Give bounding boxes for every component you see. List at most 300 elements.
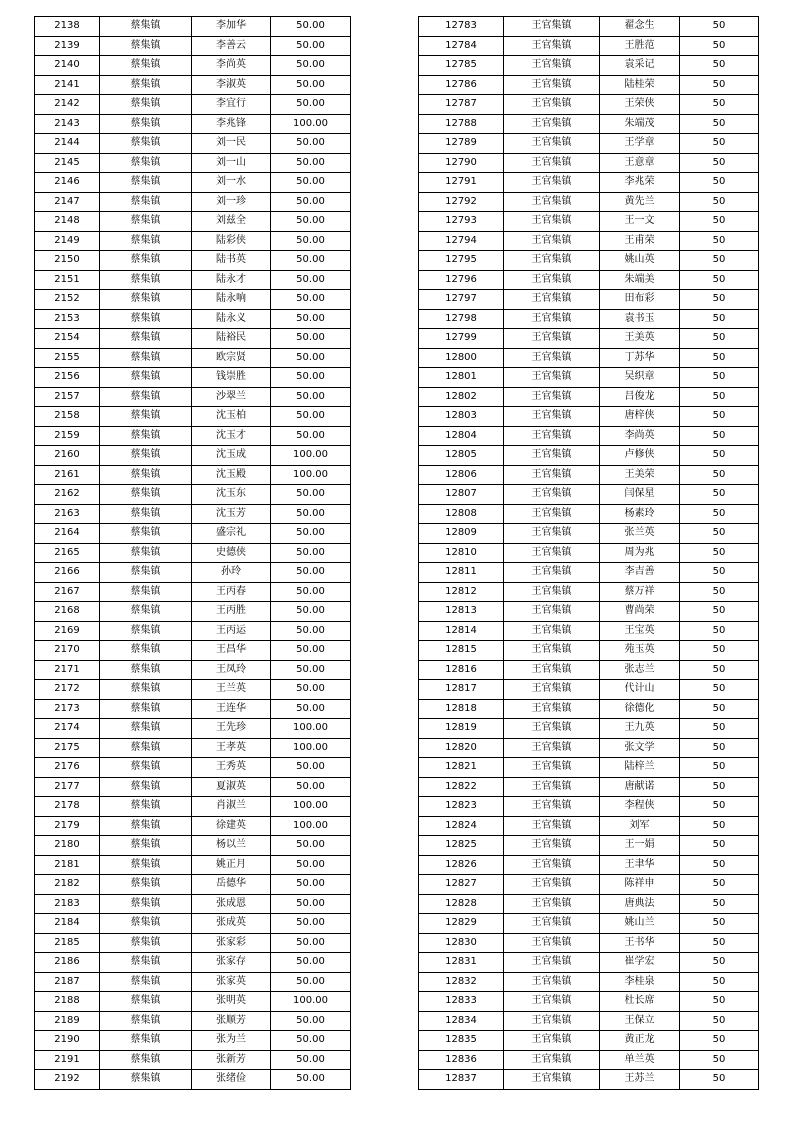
serial-cell: 12810	[419, 543, 504, 563]
name-cell: 沈玉才	[192, 426, 271, 446]
table-row	[35, 192, 351, 212]
serial-cell: 2140	[35, 56, 100, 76]
serial-cell: 2172	[35, 680, 100, 700]
amount-cell: 50.00	[271, 504, 351, 524]
serial-cell: 12792	[419, 192, 504, 212]
name-cell: 曹尚荣	[600, 602, 680, 622]
serial-cell: 12824	[419, 816, 504, 836]
name-cell: 王丙运	[192, 621, 271, 641]
serial-cell: 12815	[419, 641, 504, 661]
serial-cell: 12794	[419, 231, 504, 251]
table-row	[35, 836, 351, 856]
town-cell: 王官集镇	[504, 329, 600, 349]
name-cell: 张家彩	[192, 933, 271, 953]
name-cell: 张成英	[192, 914, 271, 934]
serial-cell: 2166	[35, 563, 100, 583]
serial-cell: 12825	[419, 836, 504, 856]
name-cell: 袁采记	[600, 56, 680, 76]
serial-cell: 2178	[35, 797, 100, 817]
amount-cell: 50.00	[271, 153, 351, 173]
serial-cell: 12834	[419, 1011, 504, 1031]
town-cell: 王官集镇	[504, 348, 600, 368]
amount-cell: 50	[680, 348, 759, 368]
table-row	[35, 309, 351, 329]
serial-cell: 2170	[35, 641, 100, 661]
amount-cell: 50	[680, 56, 759, 76]
amount-cell: 50.00	[271, 582, 351, 602]
town-cell: 王官集镇	[504, 875, 600, 895]
town-cell: 王官集镇	[504, 17, 600, 37]
name-cell: 欧宗贤	[192, 348, 271, 368]
town-cell: 蔡集镇	[100, 972, 192, 992]
serial-cell: 12817	[419, 680, 504, 700]
serial-cell: 2149	[35, 231, 100, 251]
town-cell: 王官集镇	[504, 602, 600, 622]
town-cell: 王官集镇	[504, 660, 600, 680]
town-cell: 蔡集镇	[100, 485, 192, 505]
name-cell: 苑玉英	[600, 641, 680, 661]
amount-cell: 50	[680, 699, 759, 719]
table-row	[35, 972, 351, 992]
serial-cell: 12837	[419, 1070, 504, 1090]
amount-cell: 50	[680, 173, 759, 193]
name-cell: 张家英	[192, 972, 271, 992]
table-row	[419, 914, 759, 934]
name-cell: 吕俊龙	[600, 387, 680, 407]
name-cell: 李桂泉	[600, 972, 680, 992]
town-cell: 王官集镇	[504, 251, 600, 271]
town-cell: 王官集镇	[504, 290, 600, 310]
serial-cell: 2138	[35, 17, 100, 37]
serial-cell: 2169	[35, 621, 100, 641]
table-row	[419, 231, 759, 251]
amount-cell: 50.00	[271, 75, 351, 95]
town-cell: 蔡集镇	[100, 270, 192, 290]
serial-cell: 12818	[419, 699, 504, 719]
table-row	[35, 446, 351, 466]
name-cell: 田布彩	[600, 290, 680, 310]
amount-cell: 50.00	[271, 1070, 351, 1090]
table-row	[419, 95, 759, 115]
serial-cell: 2189	[35, 1011, 100, 1031]
serial-cell: 12821	[419, 758, 504, 778]
name-cell: 张志兰	[600, 660, 680, 680]
table-row	[35, 914, 351, 934]
table-row	[35, 992, 351, 1012]
table-row	[419, 816, 759, 836]
amount-cell: 50.00	[271, 426, 351, 446]
town-cell: 蔡集镇	[100, 543, 192, 563]
serial-cell: 12809	[419, 524, 504, 544]
table-row	[419, 485, 759, 505]
town-cell: 王官集镇	[504, 894, 600, 914]
name-cell: 刘一山	[192, 153, 271, 173]
serial-cell: 12826	[419, 855, 504, 875]
amount-cell: 50	[680, 680, 759, 700]
amount-cell: 50	[680, 446, 759, 466]
amount-cell: 50	[680, 1031, 759, 1051]
table-row	[419, 134, 759, 154]
serial-cell: 12831	[419, 953, 504, 973]
town-cell: 王官集镇	[504, 855, 600, 875]
name-cell: 史德侠	[192, 543, 271, 563]
amount-cell: 50.00	[271, 524, 351, 544]
table-row	[419, 348, 759, 368]
amount-cell: 50	[680, 309, 759, 329]
table-row	[35, 17, 351, 37]
table-row	[419, 582, 759, 602]
serial-cell: 12801	[419, 368, 504, 388]
serial-cell: 2177	[35, 777, 100, 797]
amount-cell: 50	[680, 153, 759, 173]
amount-cell: 50.00	[271, 1011, 351, 1031]
serial-cell: 2155	[35, 348, 100, 368]
table-row	[419, 270, 759, 290]
name-cell: 王连华	[192, 699, 271, 719]
serial-cell: 12796	[419, 270, 504, 290]
name-cell: 张为兰	[192, 1031, 271, 1051]
amount-cell: 100.00	[271, 465, 351, 485]
amount-cell: 50	[680, 114, 759, 134]
serial-cell: 12805	[419, 446, 504, 466]
town-cell: 蔡集镇	[100, 368, 192, 388]
name-cell: 刘一民	[192, 134, 271, 154]
name-cell: 唐献诺	[600, 777, 680, 797]
table-row	[35, 36, 351, 56]
name-cell: 李兆荣	[600, 173, 680, 193]
table-row	[35, 270, 351, 290]
serial-cell: 12822	[419, 777, 504, 797]
amount-cell: 50	[680, 777, 759, 797]
table-row	[419, 212, 759, 232]
serial-cell: 2183	[35, 894, 100, 914]
amount-cell: 50	[680, 290, 759, 310]
town-cell: 蔡集镇	[100, 465, 192, 485]
table-row	[35, 699, 351, 719]
town-cell: 蔡集镇	[100, 426, 192, 446]
town-cell: 蔡集镇	[100, 992, 192, 1012]
serial-cell: 12836	[419, 1050, 504, 1070]
table-row	[35, 368, 351, 388]
serial-cell: 2139	[35, 36, 100, 56]
name-cell: 朱端茂	[600, 114, 680, 134]
table-row	[35, 641, 351, 661]
town-cell: 蔡集镇	[100, 231, 192, 251]
table-row	[419, 56, 759, 76]
amount-cell: 50.00	[271, 543, 351, 563]
name-cell: 张明英	[192, 992, 271, 1012]
town-cell: 蔡集镇	[100, 914, 192, 934]
name-cell: 王九英	[600, 719, 680, 739]
serial-cell: 2157	[35, 387, 100, 407]
serial-cell: 12812	[419, 582, 504, 602]
town-cell: 蔡集镇	[100, 777, 192, 797]
amount-cell: 50	[680, 504, 759, 524]
name-cell: 刘兹全	[192, 212, 271, 232]
amount-cell: 50.00	[271, 36, 351, 56]
amount-cell: 50	[680, 641, 759, 661]
town-cell: 蔡集镇	[100, 407, 192, 427]
serial-cell: 2167	[35, 582, 100, 602]
town-cell: 蔡集镇	[100, 602, 192, 622]
table-row	[35, 797, 351, 817]
table-row	[35, 231, 351, 251]
amount-cell: 50	[680, 894, 759, 914]
serial-cell: 12830	[419, 933, 504, 953]
serial-cell: 12811	[419, 563, 504, 583]
name-cell: 王美荣	[600, 465, 680, 485]
table-row	[35, 485, 351, 505]
serial-cell: 12789	[419, 134, 504, 154]
serial-cell: 2171	[35, 660, 100, 680]
table-row	[35, 329, 351, 349]
amount-cell: 50.00	[271, 699, 351, 719]
serial-cell: 2188	[35, 992, 100, 1012]
name-cell: 黄正龙	[600, 1031, 680, 1051]
amount-cell: 50	[680, 563, 759, 583]
town-cell: 蔡集镇	[100, 309, 192, 329]
table-row	[35, 114, 351, 134]
serial-cell: 2179	[35, 816, 100, 836]
table-row	[35, 933, 351, 953]
town-cell: 王官集镇	[504, 114, 600, 134]
name-cell: 沈玉东	[192, 485, 271, 505]
serial-cell: 12808	[419, 504, 504, 524]
right-table	[418, 16, 759, 1090]
amount-cell: 50.00	[271, 836, 351, 856]
table-row	[35, 348, 351, 368]
name-cell: 钱崇胜	[192, 368, 271, 388]
serial-cell: 12816	[419, 660, 504, 680]
serial-cell: 12833	[419, 992, 504, 1012]
table-row	[419, 407, 759, 427]
name-cell: 王先珍	[192, 719, 271, 739]
amount-cell: 50	[680, 75, 759, 95]
name-cell: 李兆锋	[192, 114, 271, 134]
name-cell: 王学章	[600, 134, 680, 154]
serial-cell: 12785	[419, 56, 504, 76]
serial-cell: 12819	[419, 719, 504, 739]
amount-cell: 50.00	[271, 914, 351, 934]
name-cell: 陆永响	[192, 290, 271, 310]
town-cell: 王官集镇	[504, 816, 600, 836]
serial-cell: 2190	[35, 1031, 100, 1051]
name-cell: 沈玉殿	[192, 465, 271, 485]
name-cell: 徐建英	[192, 816, 271, 836]
town-cell: 蔡集镇	[100, 836, 192, 856]
town-cell: 王官集镇	[504, 641, 600, 661]
serial-cell: 12783	[419, 17, 504, 37]
name-cell: 单兰英	[600, 1050, 680, 1070]
table-row	[35, 504, 351, 524]
amount-cell: 50	[680, 231, 759, 251]
amount-cell: 50	[680, 719, 759, 739]
table-row	[419, 387, 759, 407]
town-cell: 蔡集镇	[100, 17, 192, 37]
amount-cell: 50	[680, 251, 759, 271]
table-row	[419, 855, 759, 875]
serial-cell: 2141	[35, 75, 100, 95]
serial-cell: 2181	[35, 855, 100, 875]
name-cell: 沙翠兰	[192, 387, 271, 407]
serial-cell: 2175	[35, 738, 100, 758]
name-cell: 李淑英	[192, 75, 271, 95]
name-cell: 沈玉成	[192, 446, 271, 466]
table-row	[419, 836, 759, 856]
table-row	[419, 933, 759, 953]
table-row	[35, 719, 351, 739]
serial-cell: 2148	[35, 212, 100, 232]
amount-cell: 50	[680, 543, 759, 563]
table-row	[419, 777, 759, 797]
amount-cell: 50	[680, 95, 759, 115]
amount-cell: 100.00	[271, 446, 351, 466]
amount-cell: 50.00	[271, 134, 351, 154]
name-cell: 肖淑兰	[192, 797, 271, 817]
table-row	[419, 426, 759, 446]
town-cell: 蔡集镇	[100, 719, 192, 739]
town-cell: 蔡集镇	[100, 446, 192, 466]
table-row	[419, 192, 759, 212]
town-cell: 蔡集镇	[100, 251, 192, 271]
amount-cell: 50.00	[271, 290, 351, 310]
town-cell: 王官集镇	[504, 933, 600, 953]
town-cell: 蔡集镇	[100, 504, 192, 524]
name-cell: 张成恩	[192, 894, 271, 914]
town-cell: 蔡集镇	[100, 933, 192, 953]
name-cell: 张文学	[600, 738, 680, 758]
table-row	[419, 719, 759, 739]
town-cell: 王官集镇	[504, 1070, 600, 1090]
table-row	[35, 387, 351, 407]
town-cell: 蔡集镇	[100, 75, 192, 95]
amount-cell: 50.00	[271, 602, 351, 622]
serial-cell: 2168	[35, 602, 100, 622]
amount-cell: 50	[680, 329, 759, 349]
name-cell: 杜长席	[600, 992, 680, 1012]
name-cell: 王宝英	[600, 621, 680, 641]
table-row	[419, 992, 759, 1012]
table-row	[35, 1050, 351, 1070]
table-row	[35, 426, 351, 446]
table-row	[419, 699, 759, 719]
town-cell: 蔡集镇	[100, 738, 192, 758]
name-cell: 王一文	[600, 212, 680, 232]
table-row	[35, 1070, 351, 1090]
serial-cell: 12820	[419, 738, 504, 758]
name-cell: 张新芳	[192, 1050, 271, 1070]
table-row	[419, 504, 759, 524]
serial-cell: 12835	[419, 1031, 504, 1051]
name-cell: 王昌华	[192, 641, 271, 661]
serial-cell: 12787	[419, 95, 504, 115]
town-cell: 蔡集镇	[100, 348, 192, 368]
town-cell: 王官集镇	[504, 680, 600, 700]
town-cell: 王官集镇	[504, 75, 600, 95]
name-cell: 陆彩侠	[192, 231, 271, 251]
table-row	[35, 95, 351, 115]
table-row	[419, 173, 759, 193]
amount-cell: 50	[680, 660, 759, 680]
serial-cell: 12793	[419, 212, 504, 232]
table-row	[35, 251, 351, 271]
amount-cell: 50.00	[271, 953, 351, 973]
town-cell: 王官集镇	[504, 407, 600, 427]
town-cell: 王官集镇	[504, 699, 600, 719]
name-cell: 孙玲	[192, 563, 271, 583]
table-row	[419, 251, 759, 271]
name-cell: 王意章	[600, 153, 680, 173]
name-cell: 陈祥申	[600, 875, 680, 895]
serial-cell: 12788	[419, 114, 504, 134]
amount-cell: 50.00	[271, 212, 351, 232]
town-cell: 蔡集镇	[100, 56, 192, 76]
town-cell: 蔡集镇	[100, 797, 192, 817]
serial-cell: 2174	[35, 719, 100, 739]
table-row	[419, 894, 759, 914]
name-cell: 代计山	[600, 680, 680, 700]
name-cell: 张顺芳	[192, 1011, 271, 1031]
serial-cell: 2145	[35, 153, 100, 173]
amount-cell: 50	[680, 1050, 759, 1070]
table-row	[35, 153, 351, 173]
name-cell: 李吉善	[600, 563, 680, 583]
town-cell: 王官集镇	[504, 426, 600, 446]
amount-cell: 50	[680, 465, 759, 485]
town-cell: 王官集镇	[504, 953, 600, 973]
table-row	[35, 134, 351, 154]
town-cell: 王官集镇	[504, 270, 600, 290]
table-row	[35, 75, 351, 95]
town-cell: 蔡集镇	[100, 524, 192, 544]
name-cell: 王荣侠	[600, 95, 680, 115]
table-row	[419, 114, 759, 134]
table-row	[419, 36, 759, 56]
amount-cell: 50.00	[271, 894, 351, 914]
amount-cell: 50	[680, 1070, 759, 1090]
amount-cell: 50.00	[271, 348, 351, 368]
amount-cell: 50.00	[271, 485, 351, 505]
name-cell: 翟念生	[600, 17, 680, 37]
amount-cell: 50.00	[271, 231, 351, 251]
serial-cell: 2163	[35, 504, 100, 524]
table-row	[419, 621, 759, 641]
amount-cell: 50	[680, 758, 759, 778]
table-row	[35, 660, 351, 680]
amount-cell: 50.00	[271, 329, 351, 349]
amount-cell: 50.00	[271, 855, 351, 875]
serial-cell: 12786	[419, 75, 504, 95]
serial-cell: 2142	[35, 95, 100, 115]
table-row	[35, 738, 351, 758]
table-row	[35, 543, 351, 563]
amount-cell: 50	[680, 855, 759, 875]
name-cell: 陆书英	[192, 251, 271, 271]
name-cell: 王丙春	[192, 582, 271, 602]
name-cell: 岳德华	[192, 875, 271, 895]
serial-cell: 2180	[35, 836, 100, 856]
table-row	[35, 524, 351, 544]
table-row	[419, 290, 759, 310]
name-cell: 王秀英	[192, 758, 271, 778]
amount-cell: 50	[680, 212, 759, 232]
serial-cell: 2173	[35, 699, 100, 719]
name-cell: 闫保星	[600, 485, 680, 505]
serial-cell: 2164	[35, 524, 100, 544]
town-cell: 蔡集镇	[100, 134, 192, 154]
amount-cell: 100.00	[271, 992, 351, 1012]
name-cell: 王丙胜	[192, 602, 271, 622]
